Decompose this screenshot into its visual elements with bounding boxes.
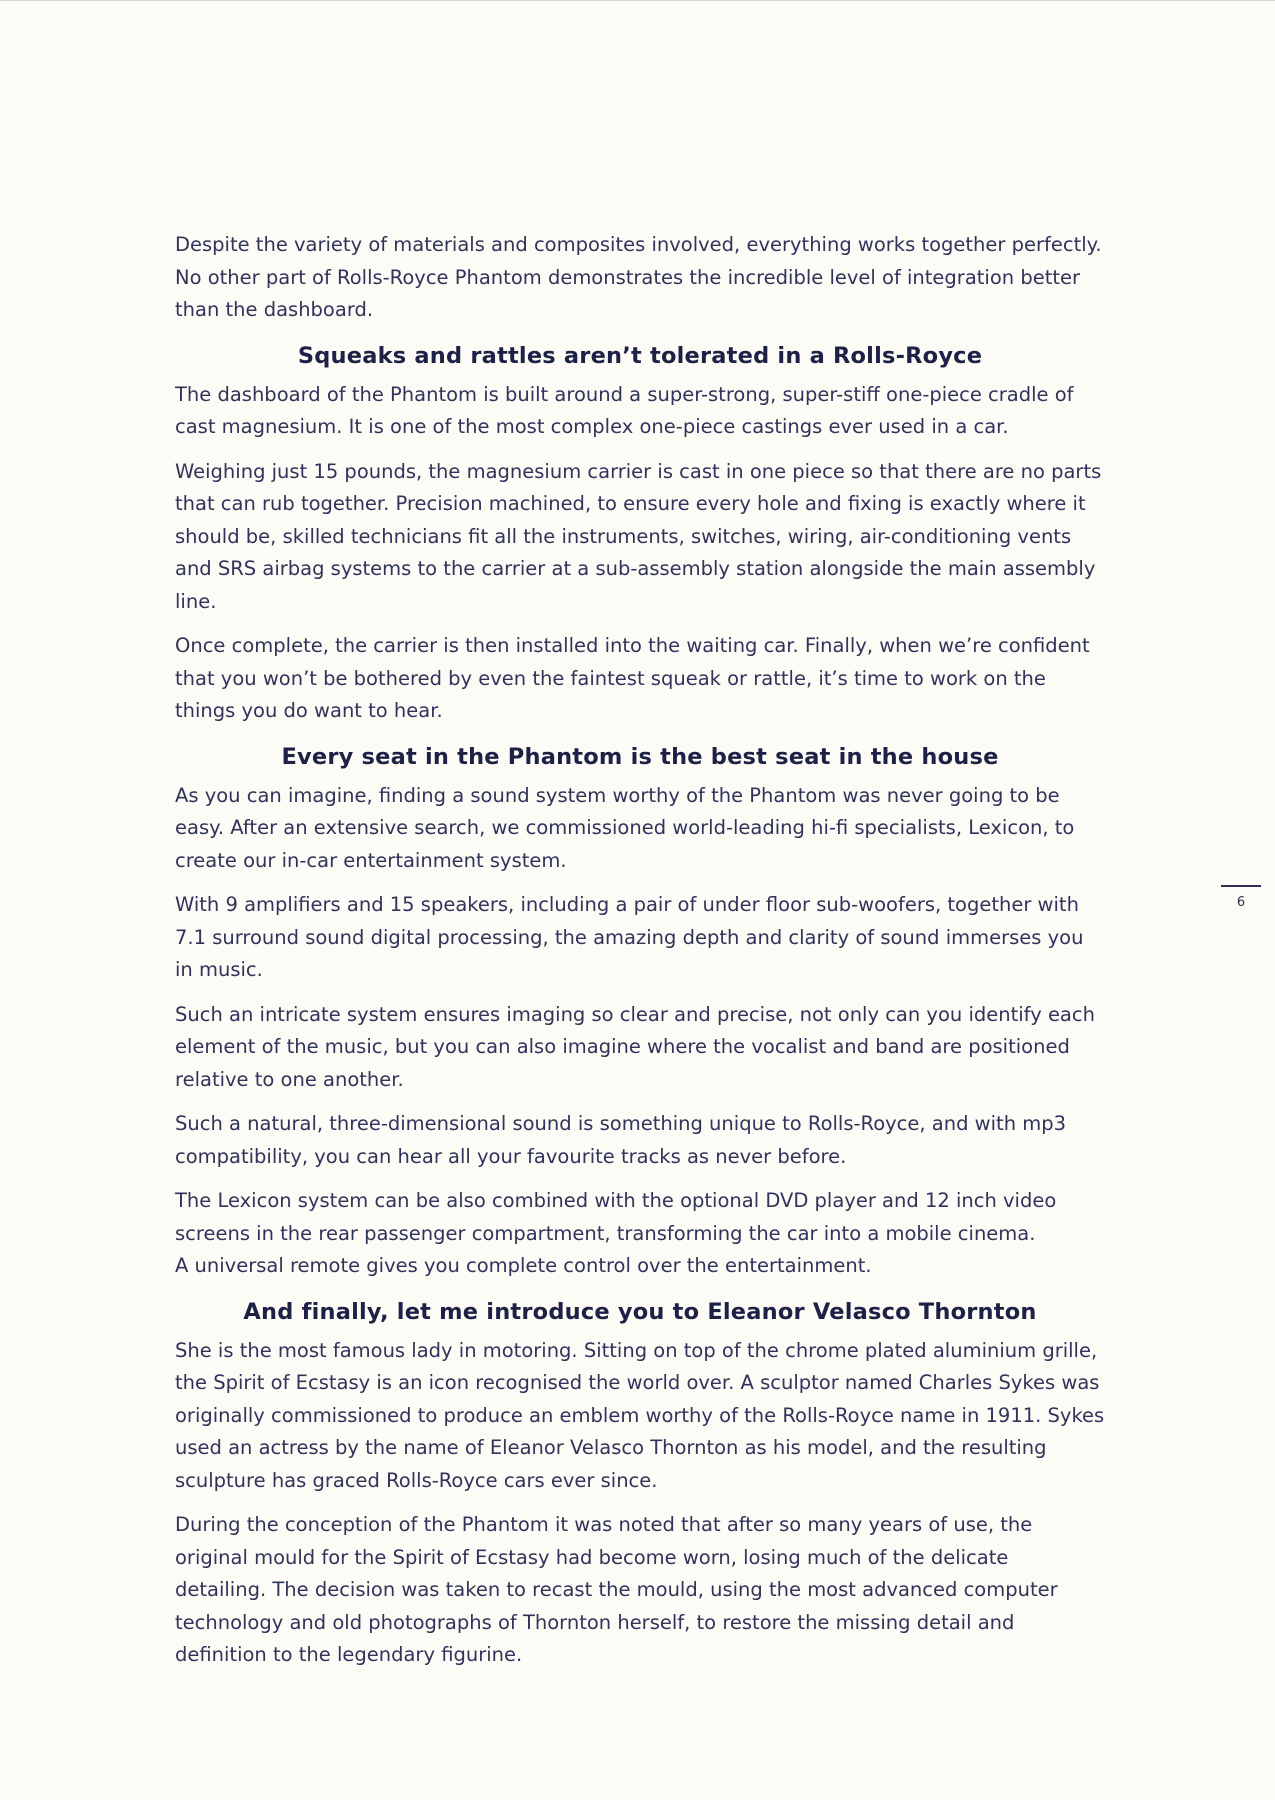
heading-best-seat: Every seat in the Phantom is the best seat in the house <box>281 743 999 770</box>
dvd-player-paragraph: The Lexicon system can be also combined with the optional DVD player and 12 inch video screens in the rear passenger compartment, transforming the car into a mobile cinema. <box>175 1189 1057 1245</box>
amplifiers-paragraph: With 9 amplifiers and 15 speakers, including a pair of under floor sub-woofers, together with 7.1 surround sound digital processing, the amazing depth and clarity of sound immerses you in music. <box>175 893 1084 981</box>
page-number: 6 <box>1236 895 1246 910</box>
three-dimensional-sound-paragraph: Such a natural, three-dimensional sound is something unique to Rolls-Royce, and with mp3 compatibility, you can hear all your favourite tracks as never before. <box>175 1112 1067 1168</box>
spirit-of-ecstasy-paragraph: She is the most famous lady in motoring. Sitting on top of the chrome plated aluminium grille, the Spirit of Ecstasy is an icon recognised the world over. A sculptor named Charles Sykes was originally commissioned to produce an emblem worthy of the Rolls-Royce name in 1911. Sykes used an actress by the name of Eleanor Velasco Thornton as his model, and the resulting sculpture has graced Rolls-Royce cars ever since. <box>175 1338 1105 1492</box>
intro-paragraph: Despite the variety of materials and composites involved, everything works together perfectly. No other part of Rolls-Royce Phantom demonstrates the incredible level of integration better than the dashboard. <box>175 233 1102 321</box>
page-number-rule <box>1221 885 1261 887</box>
magnesium-carrier-paragraph: Weighing just 15 pounds, the magnesium carrier is cast in one piece so that there are no parts that can rub together. Precision machined, to ensure every hole and fixing is exactly where it should be, skilled technicians fit all the instruments, switches, wiring, air-conditioning vents and SRS airbag systems to the carrier at a sub-assembly station alongside the main assembly line. <box>175 459 1102 613</box>
heading-eleanor-thornton: And finally, let me introduce you to Eleanor Velasco Thornton <box>243 1298 1037 1325</box>
mould-recast-paragraph: During the conception of the Phantom it was noted that after so many years of use, the original mould for the Spirit of Ecstasy had become worn, losing much of the delicate detailing. The decision was taken to recast the mould, using the most advanced computer technology and old photographs of Thornton herself, to restore the missing detail and definition to the legendary figurine. <box>175 1513 1058 1666</box>
dashboard-cradle-paragraph: The dashboard of the Phantom is built around a super-strong, super-stiff one-piece cradle of cast magnesium. It is one of the most complex one-piece castings ever used in a car. <box>175 382 1074 438</box>
carrier-installed-paragraph: Once complete, the carrier is then installed into the waiting car. Finally, when we’re confident that you won’t be bothered by even the faintest squeak or rattle, it’s time to work on the things you do want to hear. <box>175 634 1090 722</box>
document-body <box>175 229 1105 1684</box>
heading-squeaks-rattles: Squeaks and rattles aren’t tolerated in a Rolls-Royce <box>297 342 983 369</box>
imaging-paragraph: Such an intricate system ensures imaging so clear and precise, not only can you identify each element of the music, but you can also imagine where the vocalist and band are positioned relative to one another. <box>175 1002 1095 1091</box>
universal-remote-paragraph: A universal remote gives you complete control over the entertainment. <box>175 1254 872 1277</box>
page-marker <box>1221 885 1261 910</box>
top-border-rule <box>0 0 1275 1</box>
sound-system-paragraph: As you can imagine, finding a sound system worthy of the Phantom was never going to be easy. After an extensive search, we commissioned world-leading hi-fi specialists, Lexicon, to create our in-car entertainment system. <box>175 783 1075 872</box>
